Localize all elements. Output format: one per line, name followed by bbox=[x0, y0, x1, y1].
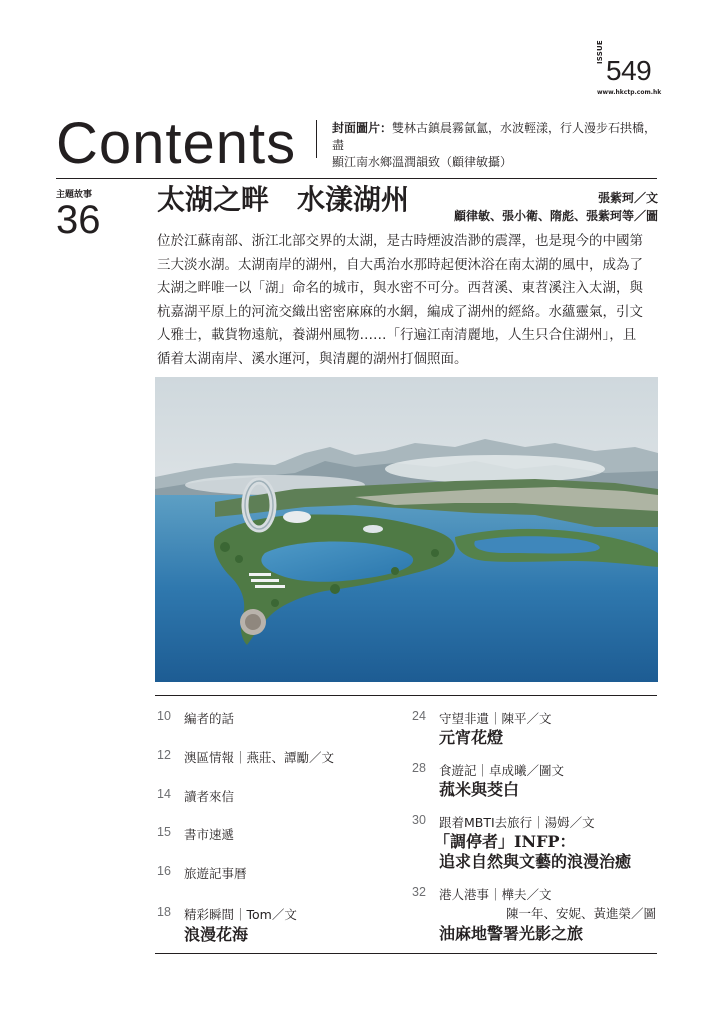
toc-entry-heritage[interactable]: 守望非遺｜陳平／文 bbox=[439, 711, 552, 726]
toc-entry-readers-letters[interactable]: 讀者來信 bbox=[184, 789, 235, 804]
toc-page-number: 24 bbox=[412, 709, 426, 723]
feature-body-line: 太湖之畔唯一以「湖」命名的城市，與水密不可分。西苕溪、東苕溪注入太湖，與 bbox=[157, 280, 643, 296]
toc-divider-top bbox=[155, 695, 657, 696]
toc-page-number: 14 bbox=[157, 787, 171, 801]
toc-entry-macau-info[interactable]: 澳區情報｜燕莊、譚勵／文 bbox=[184, 750, 335, 765]
feature-body-line: 位於江蘇南部、浙江北部交界的太湖，是古時煙波浩渺的震澤，也是現今的中國第 bbox=[157, 233, 643, 249]
toc-article-title[interactable]: 油麻地警署光影之旅 bbox=[439, 924, 584, 943]
toc-page-number: 10 bbox=[157, 709, 171, 723]
cover-text-line2: 顯江南水鄉溫潤韻致（顧律敏攝） bbox=[332, 155, 513, 169]
feature-label: 主題故事 bbox=[56, 190, 93, 200]
header-divider bbox=[56, 178, 657, 179]
feature-photo-credit: 顧律敏、張小衛、隋彪、張紫珂等／圖 bbox=[453, 209, 658, 223]
feature-photo bbox=[155, 377, 658, 682]
toc-page-number: 30 bbox=[412, 813, 426, 827]
toc-page-number: 32 bbox=[412, 885, 426, 899]
toc-entry-travel-calendar[interactable]: 旅遊記事曆 bbox=[184, 866, 247, 881]
feature-writer-credit: 張紫珂／文 bbox=[597, 191, 658, 205]
page-title: Contents bbox=[56, 111, 297, 176]
toc-entry-food-travel[interactable]: 食遊記｜卓成曦／圖文 bbox=[439, 763, 565, 778]
toc-article-title[interactable]: 浪漫花海 bbox=[184, 925, 249, 944]
toc-article-title[interactable]: 「調停者」INFP： bbox=[434, 832, 576, 851]
toc-entry-book-market[interactable]: 書市速遞 bbox=[184, 827, 235, 842]
feature-body bbox=[157, 230, 659, 371]
toc-entry-hk-people[interactable]: 港人港事｜樺夫／文 bbox=[439, 887, 552, 902]
issue-number: 549 bbox=[606, 55, 652, 86]
toc-entry-mbti-travel[interactable]: 跟着MBTI去旅行｜湯姆／文 bbox=[439, 815, 595, 830]
toc-page-number: 18 bbox=[157, 905, 171, 919]
cover-text-line1: 雙林古鎮晨霧氤氳，水波輕漾，行人漫步石拱橋，盡 bbox=[332, 121, 657, 152]
feature-title[interactable]: 太湖之畔 水漾湖州 bbox=[157, 183, 410, 216]
toc-page-number: 12 bbox=[157, 748, 171, 762]
toc-entry-moments[interactable]: 精彩瞬間｜Tom／文 bbox=[184, 907, 297, 922]
toc-article-title[interactable]: 元宵花燈 bbox=[439, 728, 504, 747]
feature-page-number[interactable]: 36 bbox=[56, 198, 101, 242]
cover-label: 封面圖片： bbox=[332, 121, 393, 135]
issue-label: ISSUE bbox=[596, 40, 604, 64]
website-url[interactable]: www.hkctp.com.hk bbox=[597, 89, 662, 96]
toc-divider-bottom bbox=[155, 953, 657, 954]
title-divider bbox=[316, 120, 317, 158]
toc-article-subtitle[interactable]: 追求自然與文藝的浪漫治癒 bbox=[439, 852, 632, 871]
toc-photo-credit: 陳一年、安妮、黃進榮／圖 bbox=[505, 906, 656, 921]
feature-body-line: 循着太湖南岸、溪水運河，與清麗的湖州打個照面。 bbox=[157, 350, 468, 367]
toc-page-number: 28 bbox=[412, 761, 426, 775]
toc-page-number: 16 bbox=[157, 864, 171, 878]
cover-note bbox=[332, 120, 662, 171]
toc-page-number: 15 bbox=[157, 825, 171, 839]
feature-body-line: 三大淡水湖。太湖南岸的湖州，自大禹治水那時起便沐浴在南太湖的風中，成為了 bbox=[157, 256, 643, 273]
toc-article-title[interactable]: 菰米與茭白 bbox=[439, 780, 520, 799]
toc-entry-editors-note[interactable]: 編者的話 bbox=[184, 711, 235, 726]
feature-body-line: 杭嘉湖平原上的河流交織出密密麻麻的水網，編成了湖州的經絡。水蘊靈氣，引文 bbox=[157, 303, 643, 320]
feature-body-line: 人雅士，載貨物遠航，養湖州風物……「行遍江南清麗地，人生只合住湖州」，且 bbox=[157, 327, 637, 343]
